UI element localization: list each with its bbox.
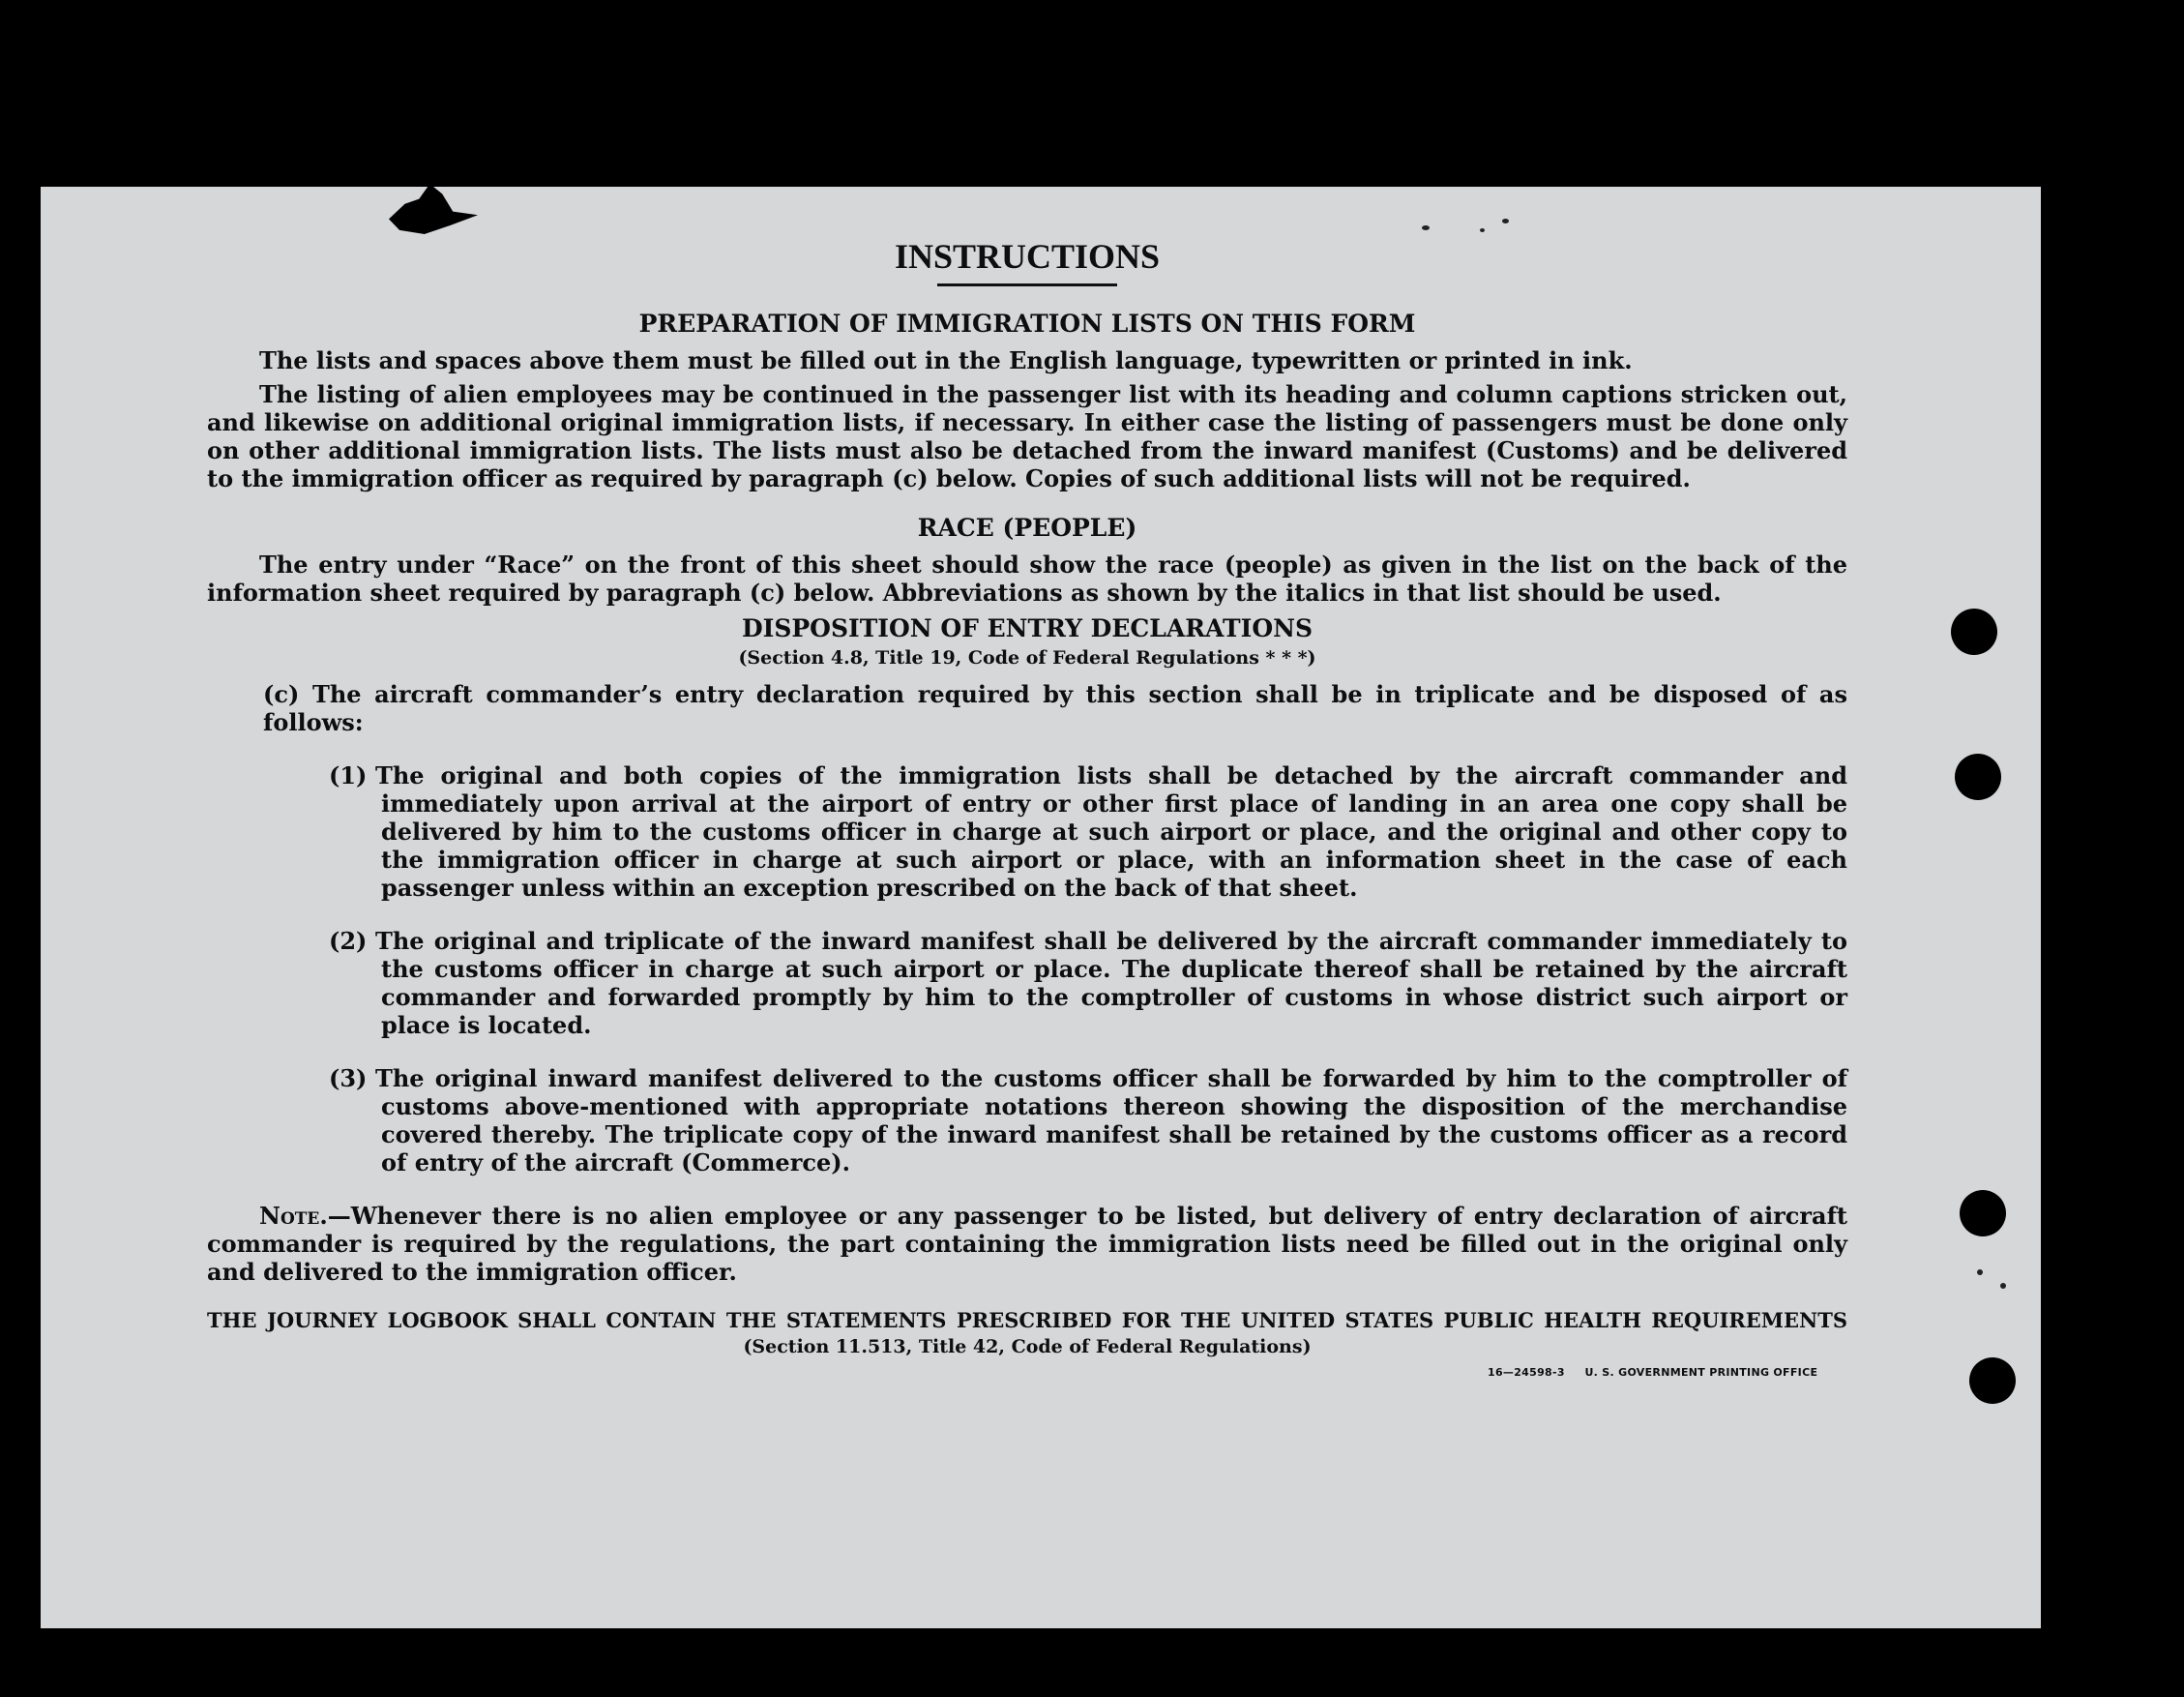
punch-hole	[1969, 1357, 2016, 1404]
item-text: The original and triplicate of the inward manifest shall be delivered by the aircraft commander immediately to the customs officer in charge at such airport or place. The duplicate thereof shall be retained by the aircraft commander and forwarded promptly by him to the comptroller of customs in whose district such airport or place is located.	[375, 927, 1847, 1039]
punch-hole	[1955, 754, 2001, 800]
item-text: The original inward manifest delivered to the customs officer shall be forwarded by him to the comptroller of customs above-mentioned with appropriate notations thereon showing the disposition of the merchandise covered thereby. The triplicate copy of the inward manifest shall be retained by the customs officer as a record of entry of the aircraft (Commerce).	[375, 1064, 1847, 1176]
punch-hole	[1951, 609, 1997, 655]
item-text: The original and both copies of the immigration lists shall be detached by the aircraft commander and immediately upon arrival at the airport of entry or other first place of landing in an area one copy shall be delivered by him to the customs officer in charge at such airport or place, and the original and other copy to the immigration officer in charge at such airport or place, with an information sheet in the case of each passenger unless within an exception prescribed on the back of that sheet.	[375, 761, 1847, 902]
instructions-content	[207, 235, 1847, 1359]
item-number: (2)	[329, 927, 368, 955]
speck	[1977, 1269, 1983, 1275]
section-heading-disposition: DISPOSITION OF ENTRY DECLARATIONS	[741, 614, 1313, 642]
title-underline	[937, 283, 1117, 286]
paragraph: The listing of alien employees may be continued in the passenger list with its heading and column captions stricken out, and likewise on additional original immigration lists, if necessary. In either case the listing of passengers must be done only on other additional immigration lists. The lists must also be detached from the inward manifest (Customs) and be delivered to the immigration officer as required by paragraph (c) below. Copies of such additional lists will not be required.	[207, 380, 1847, 492]
list-item	[207, 1064, 1847, 1176]
paragraph: The lists and spaces above them must be filled out in the English language, typewritten or printed in ink.	[259, 346, 1633, 374]
speck	[1422, 225, 1430, 230]
section-heading-preparation: PREPARATION OF IMMIGRATION LISTS ON THIS FORM	[638, 310, 1416, 338]
logbook-heading: THE JOURNEY LOGBOOK SHALL CONTAIN THE STATEMENTS PRESCRIBED FOR THE UNITED STATES PUBLIC HEALTH REQUIREMENTS	[207, 1308, 1847, 1332]
note-label: Note.	[259, 1202, 328, 1230]
item-number: (1)	[329, 761, 368, 789]
section-citation: (Section 4.8, Title 19, Code of Federal Regulations * * *)	[738, 647, 1316, 669]
printer-imprint	[1488, 1366, 1817, 1380]
section-heading-race: RACE (PEOPLE)	[917, 514, 1137, 542]
paragraph: The entry under “Race” on the front of this sheet should show the race (people) as given in the list on the back of the information sheet required by paragraph (c) below. Abbreviations as shown by the italics in that list should be used.	[207, 551, 1847, 607]
item-number: (3)	[329, 1064, 368, 1092]
list-item	[207, 927, 1847, 1039]
form-number: 16—24598-3	[1488, 1366, 1565, 1379]
printer-name: U. S. GOVERNMENT PRINTING OFFICE	[1584, 1366, 1818, 1379]
speck	[1502, 219, 1509, 223]
speck	[2000, 1283, 2006, 1289]
punch-hole	[1960, 1190, 2006, 1236]
logbook-citation: (Section 11.513, Title 42, Code of Federal Regulations)	[743, 1336, 1312, 1357]
note-text: —Whenever there is no alien employee or any passenger to be listed, but delivery of entry declaration of aircraft commander is required by the regulations, the part containing the immigration lists need be filled out in the original only and delivered to the immigration officer.	[207, 1202, 1847, 1286]
note-paragraph	[207, 1202, 1847, 1286]
list-item	[207, 761, 1847, 902]
paragraph-c: (c) The aircraft commander’s entry declaration required by this section shall be in triplicate and be disposed of as follows:	[263, 680, 1847, 736]
speck	[1480, 228, 1485, 232]
page-title: INSTRUCTIONS	[894, 237, 1161, 276]
